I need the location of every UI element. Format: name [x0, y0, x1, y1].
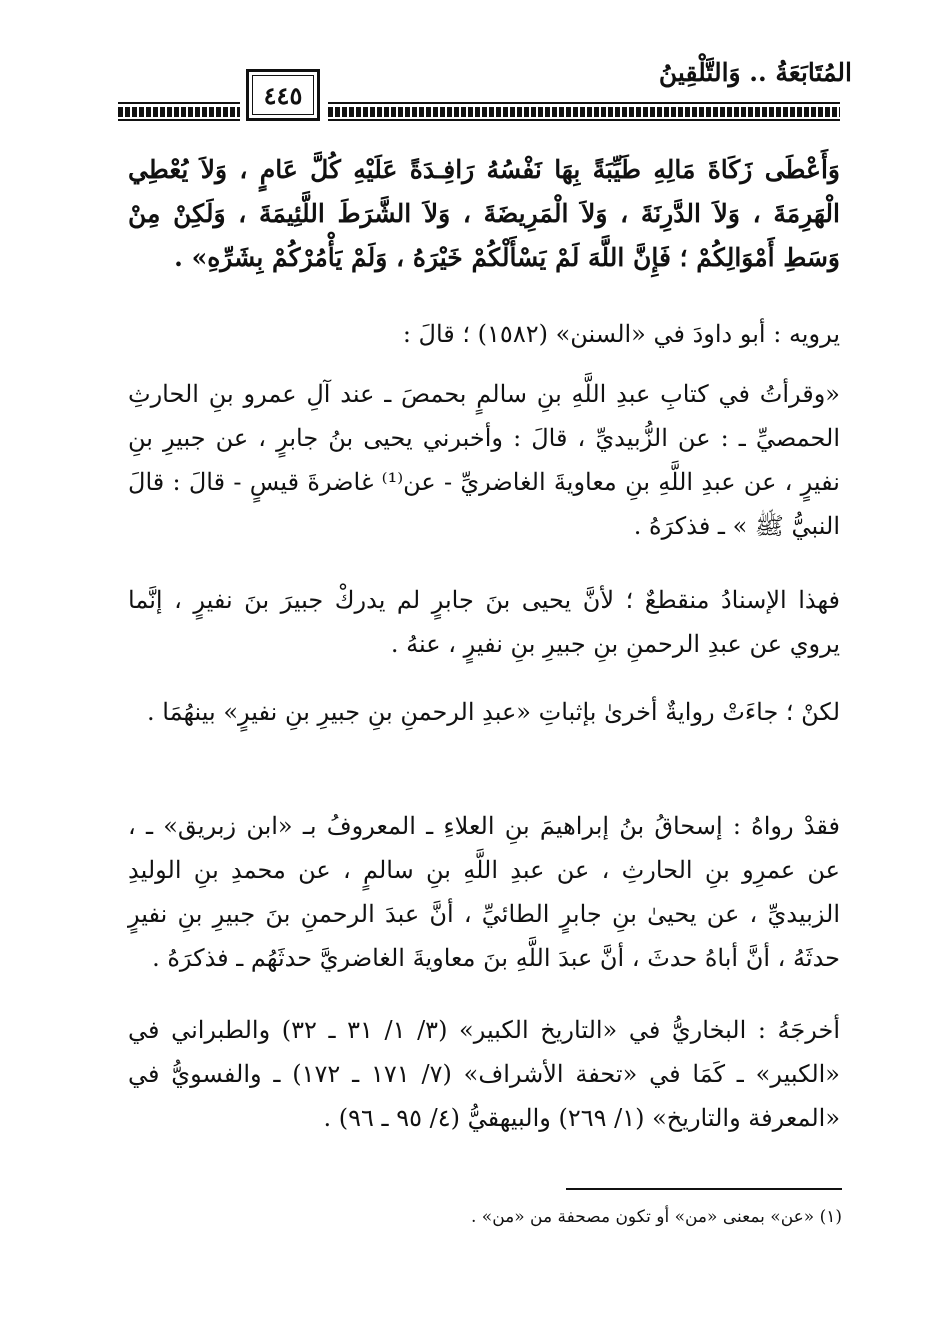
- paragraph-isnad-quote: «وقرأتُ في كتابِ عبدِ اللَّهِ بنِ سالمٍ بحمصَ ـ عند آلِ عمرو بنِ الحارثِ الحمصيِّ ـ : عن الزُّبيديِّ ، قالَ : وأخبرني يحيى بنُ جابرٍ ، عن جبيرِ بنِ نفيرٍ ، عن عبدِ اللَّهِ بنِ معاويةَ الغاضريِّ - عن⁽¹⁾ غاضرةَ قيسٍ - قالَ : قالَ النبيُّ ﷺ » ـ فذكرَهُ .: [128, 380, 840, 540]
- hadith-text: وَأَعْطَى زَكَاةَ مَالِهِ طَيِّبَةً بِهَا نَفْسُهُ رَافِـدَةً عَلَيْهِ كُلَّ عَامٍ ، وَلاَ يُعْطِي الْهَرِمَةَ ، وَلاَ الدَّرِنَةَ ، وَلاَ الْمَرِيضَةَ ، وَلاَ الشَّرَطَ اللَّئِيمَةَ ، وَلَكِنْ مِنْ وَسَطِ أَمْوَالِكُمْ ؛ فَإِنَّ اللَّهَ لَمْ يَسْأَلْكُمْ خَيْرَهُ ، وَلَمْ يَأْمُرْكُمْ بِشَرِّهِ» .: [128, 155, 840, 272]
- header-rule-left: [118, 107, 240, 117]
- header-rule-right: [328, 107, 840, 117]
- page-number: ٤٤٥: [263, 80, 303, 110]
- paragraph-ishaq-narration: فقدْ رواهُ : إسحاقُ بنُ إبراهيمَ بنِ العلاءِ ـ المعروفُ بـ «ابن زبريق» ـ ، عن عمرِو بنِ الحارثِ ، عن عبدِ اللَّهِ بنِ سالمٍ ، عن محمدِ بنِ الوليدِ الزبيديِّ ، عن يحيىٰ بنِ جابرٍ الطائيِّ ، أنَّ عبدَ الرحمنِ بنَ جبيرِ بنِ نفيرٍ حدثَهُ ، أنَّ أباهُ حدثَ ، أنَّ عبدَ اللَّهِ بنَ معاويةَ الغاضريَّ حدثَهُم ـ فذكرَهُ .: [128, 812, 840, 972]
- footnote: (١) «عن» بمعنى «من» أو تكون مصحفة من «من» .: [471, 1207, 842, 1227]
- page-number-box: [246, 69, 320, 121]
- paragraph-narration-source: يرويه : أبو داودَ في «السنن» (١٥٨٢) ؛ قالَ :: [402, 320, 840, 348]
- running-header-title: المُتَابَعَةُ .. وَالتَّلْقِينُ: [658, 58, 852, 87]
- footnote-separator: [566, 1188, 842, 1190]
- paragraph-takhrij: أخرجَهُ : البخاريُّ في «التاريخ الكبير» (٣/ ١/ ٣١ ـ ٣٢) والطبراني في «الكبير» ـ كَمَا في «تحفة الأشراف» (٧/ ١٧١ ـ ١٧٢) ـ والفسويُّ في «المعرفة والتاريخ» (١/ ٢٦٩) والبيهقيُّ (٤/ ٩٥ ـ ٩٦) .: [128, 1016, 841, 1132]
- paragraph-other-narration: لكنْ ؛ جاءَتْ روايةٌ أخرىٰ بإثباتِ «عبدِ الرحمنِ بنِ جبيرِ بنِ نفيرٍ» بينهُمَا .: [147, 698, 840, 726]
- paragraph-break-note: فهذا الإسنادُ منقطعٌ ؛ لأنَّ يحيى بنَ جابرٍ لم يدركْ جبيرَ بنَ نفيرٍ ، إنَّما يروي عن عبدِ الرحمنِ بنِ جبيرِ بنِ نفيرٍ ، عنهُ .: [128, 586, 840, 658]
